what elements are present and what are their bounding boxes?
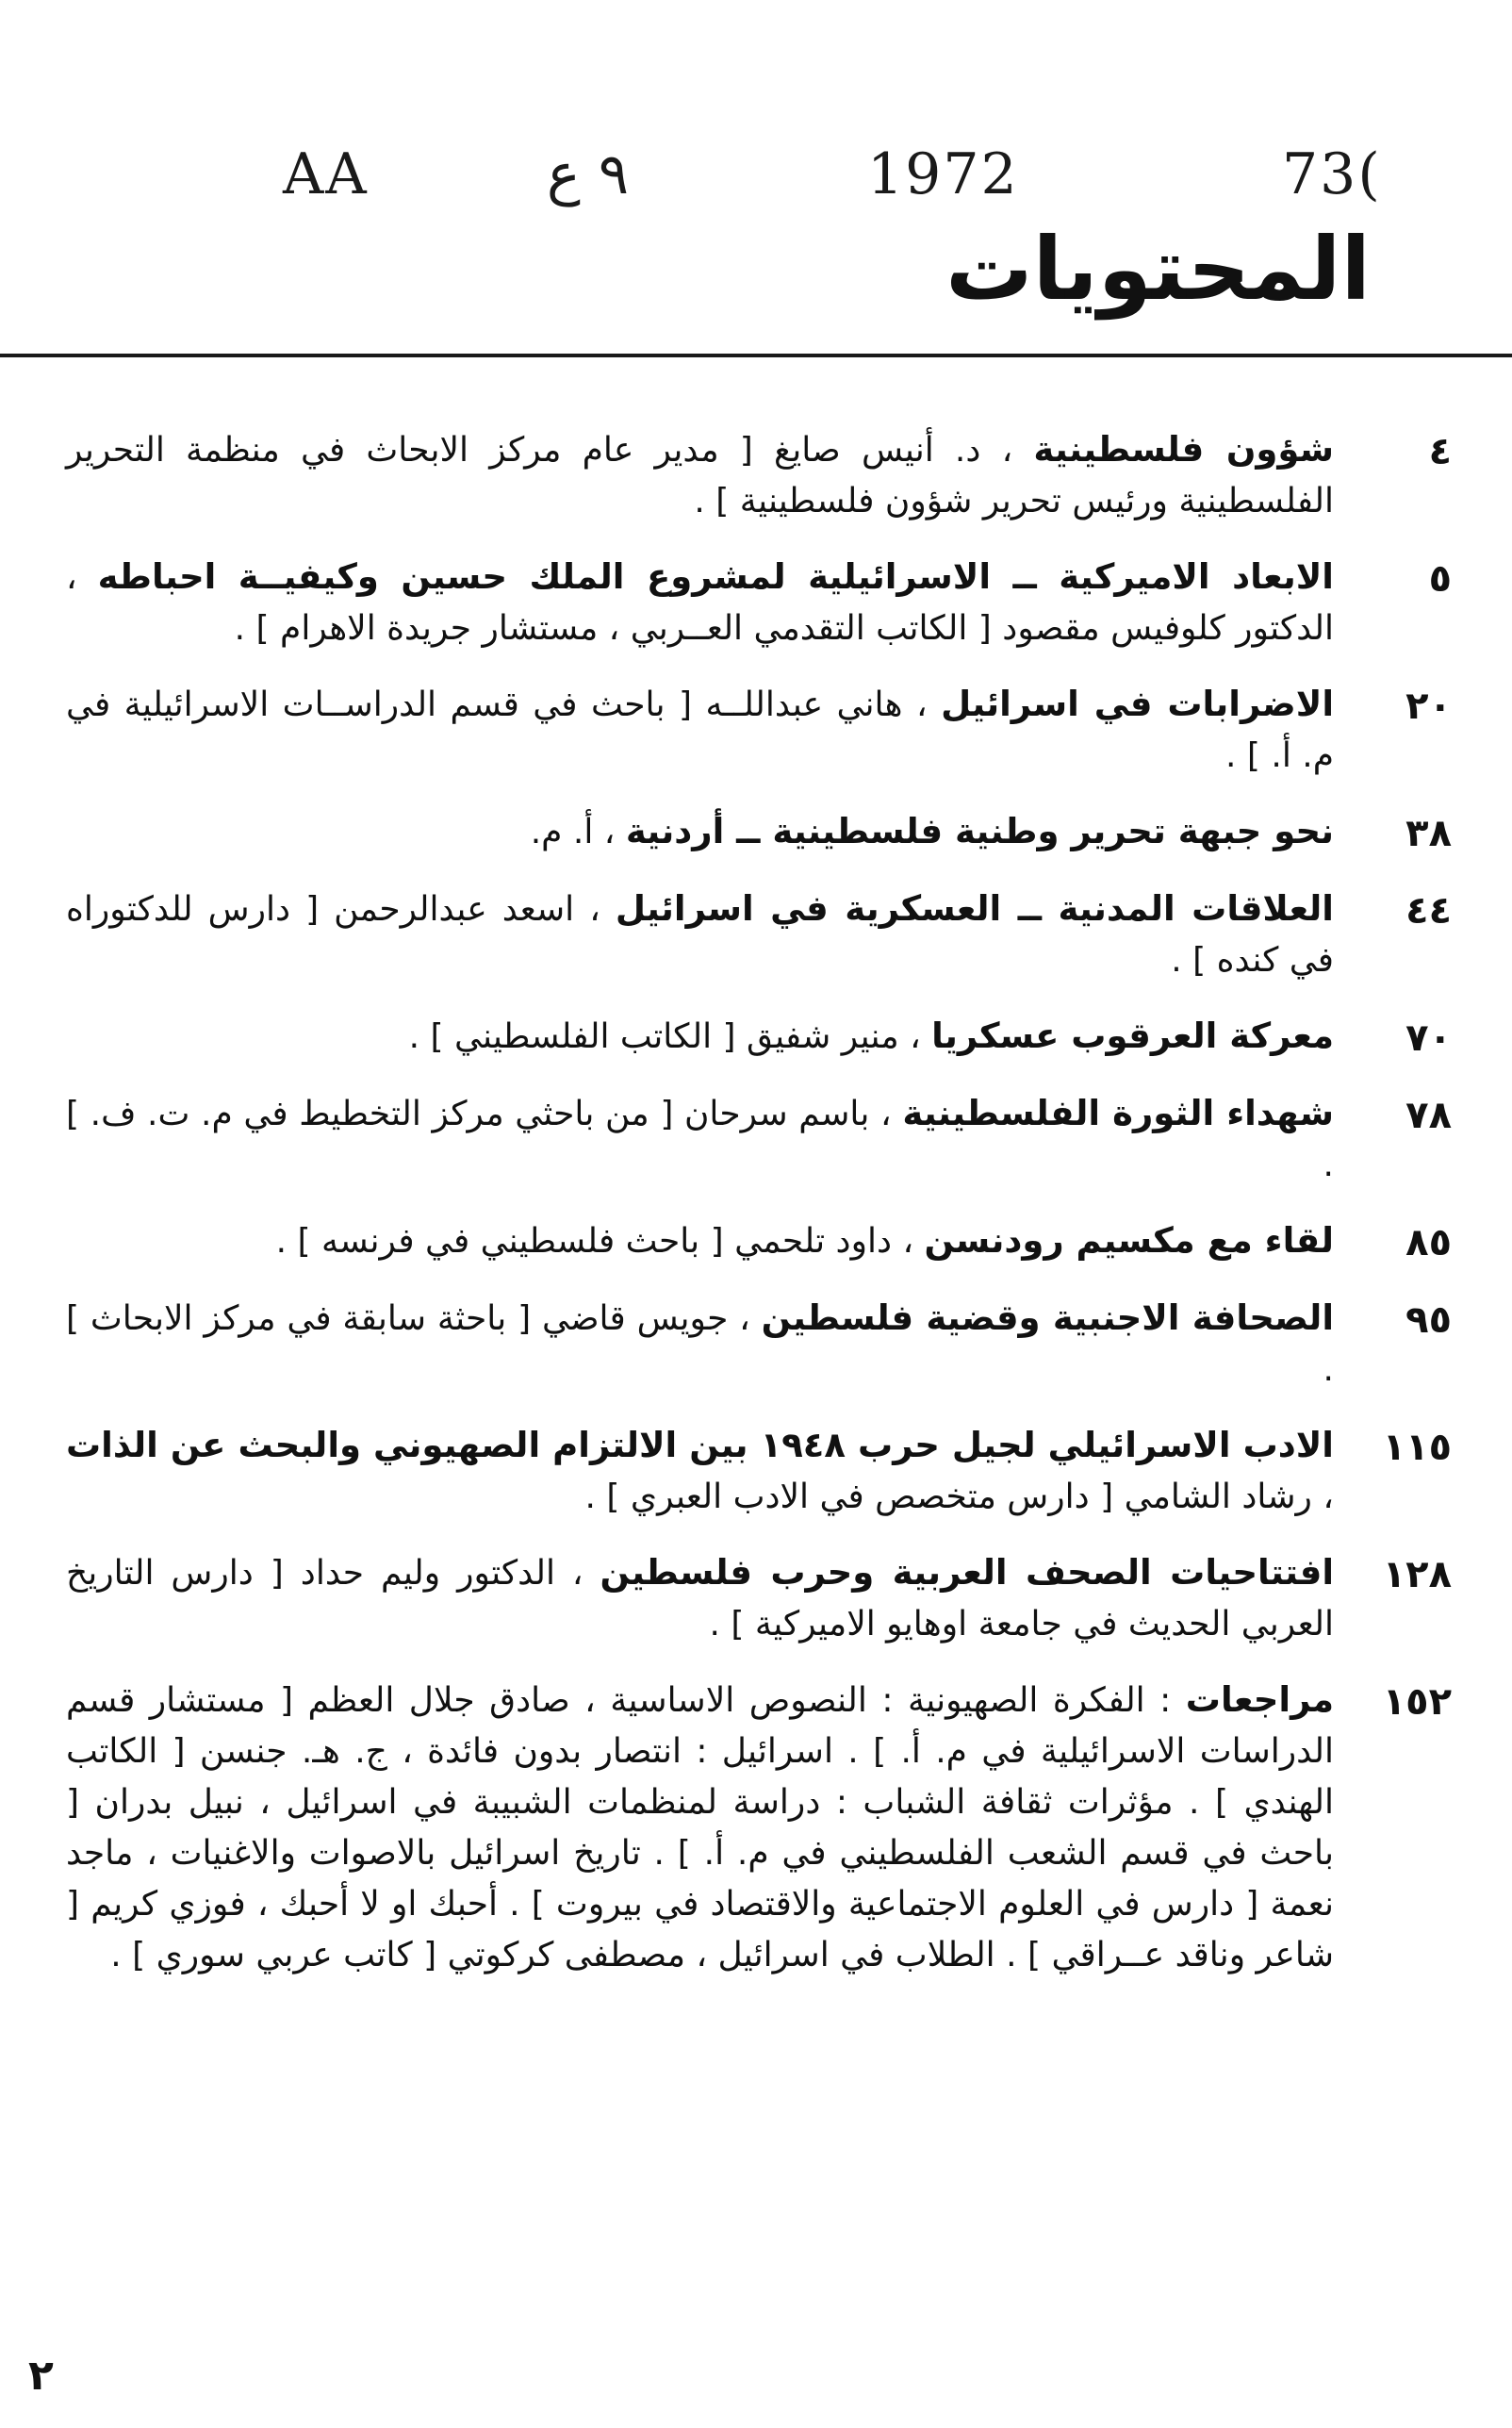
toc-article-title: معركة العرقوب عسكريا — [931, 1016, 1334, 1056]
toc-entry — [66, 552, 1452, 654]
toc-article-title: الصحافة الاجنبية وقضية فلسطين — [761, 1297, 1335, 1338]
toc-article-author: ، منير شفيق [ الكاتب الفلسطيني ] . — [408, 1017, 921, 1056]
toc-page-number: ١١٥ — [1382, 1426, 1452, 1469]
toc-page-number: ٥ — [1428, 557, 1452, 601]
toc-article-title: شؤون فلسطينية — [1033, 429, 1334, 470]
toc-entry — [66, 1547, 1452, 1650]
toc-page-number: ٨٥ — [1405, 1221, 1452, 1264]
toc-page-number: ١٥٢ — [1382, 1680, 1452, 1724]
toc-entry-text — [66, 884, 1334, 986]
toc-article-title: الادب الاسرائيلي لجيل حرب ١٩٤٨ بين الالتزام الصهيوني والبحث عن الذات — [66, 1425, 1334, 1465]
toc-entry — [66, 1675, 1452, 1981]
toc-article-author: ، أ. م. — [530, 813, 616, 851]
toc-entry-text — [66, 1675, 1334, 1981]
toc-page-number: ١٢٨ — [1382, 1553, 1452, 1596]
toc-article-author: ، داود تلحمي [ باحث فلسطيني في فرنسه ] . — [275, 1222, 914, 1261]
toc-article-author: ، جويس قاضي [ باحثة سابقة في مركز الابحاث ] . — [66, 1299, 1334, 1389]
toc-entry-text — [66, 806, 1334, 858]
toc-article-title: الاضرابات في اسرائيل — [941, 684, 1334, 724]
toc-entry-text — [66, 552, 1334, 654]
handwritten-issue: 73( — [1282, 141, 1382, 207]
handwritten-year: 1972 — [867, 141, 1019, 207]
handwritten-date: ٩ ع — [547, 141, 630, 207]
toc-page-number: ٢٠ — [1405, 685, 1452, 728]
handwritten-annotation — [283, 141, 1395, 217]
toc-entry — [66, 424, 1452, 527]
toc-entry — [66, 1420, 1452, 1523]
toc-entry — [66, 1088, 1452, 1191]
toc-article-author: ، باسم سرحان [ من باحثي مركز التخطيط في م. ت. ف. ] . — [66, 1095, 1334, 1184]
toc-article-title: شهداء الثورة الفلسطينية — [902, 1093, 1334, 1133]
toc-article-title: نحو جبهة تحرير وطنية فلسطينية ــ أردنية — [625, 811, 1334, 851]
toc-entry-text — [66, 1011, 1334, 1063]
toc-article-title: مراجعات — [1185, 1679, 1334, 1720]
toc-entry — [66, 1215, 1452, 1268]
toc-article-author: ، رشاد الشامي [ دارس متخصص في الادب العبري ] . — [584, 1478, 1334, 1516]
toc-article-author: ، الدكتور كلوفيس مقصود [ الكاتب التقدمي العــربي ، مستشار جريدة الاهرام ] . — [66, 558, 1334, 648]
page-number: ٢ — [28, 2352, 54, 2400]
toc-article-author: ، هاني عبداللــه [ باحث في قسم الدراســات الاسرائيلية في م. أ. ] . — [66, 685, 1334, 775]
title-divider — [0, 354, 1512, 357]
toc-entry — [66, 679, 1452, 782]
toc-article-author: ، اسعد عبدالرحمن [ دارس للدكتوراه في كنده ] . — [66, 890, 1334, 980]
page-title: المحتويات — [945, 219, 1371, 320]
toc-article-title: لقاء مع مكسيم رودنسن — [924, 1220, 1334, 1261]
toc-entry — [66, 806, 1452, 859]
toc-page-number: ٩٥ — [1405, 1298, 1452, 1342]
toc-article-title: افتتاحيات الصحف العربية وحرب فلسطين — [600, 1552, 1335, 1593]
table-of-contents — [66, 424, 1452, 2006]
toc-entry — [66, 1293, 1452, 1396]
toc-article-author: ، الدكتور وليم حداد [ دارس التاريخ العربي الحديث في جامعة اوهايو الاميركية ] . — [66, 1554, 1334, 1643]
toc-page-number: ٧٨ — [1405, 1094, 1452, 1137]
toc-entry-text — [66, 679, 1334, 782]
toc-article-author: ، د. أنيس صايغ [ مدير عام مركز الابحاث في منظمة التحرير الفلسطينية ورئيس تحرير شؤون فلسطينية ] . — [66, 431, 1334, 520]
toc-entry-text — [66, 1420, 1334, 1523]
toc-page-number: ٤ — [1428, 430, 1452, 473]
handwritten-code: AA — [283, 141, 369, 207]
toc-entry-text — [66, 1088, 1334, 1191]
toc-entry-text — [66, 1293, 1334, 1396]
toc-entry-text — [66, 424, 1334, 527]
toc-entry-text — [66, 1215, 1334, 1267]
toc-entry — [66, 1011, 1452, 1064]
toc-article-author: : الفكرة الصهيونية : النصوص الاساسية ، صادق جلال العظم [ مستشار قسم الدراسات الاسرائيلية في م. أ. ] . اسرائيل : انتصار بدون فائدة ، ج. هـ. جنسن [ الكاتب الهندي ] . مؤثرات ثقافة الشباب : دراسة لمنظمات الشبيبة في اسرائيل ، نبيل بدران [ باحث في قسم الشعب الفلسطيني في م. أ. ] . تاريخ اسرائيل بالاصوات والاغنيات ، ماجد نعمة [ دارس في العلوم الاجتماعية والاقتصاد في بيروت ] . أحبك او لا أحبك ، فوزي كريم [ شاعر وناقد عــراقي ] . الطلاب في اسرائيل ، مصطفى كركوتي [ كاتب عربي سوري ] . — [66, 1681, 1334, 1974]
toc-article-title: العلاقات المدنية ــ العسكرية في اسرائيل — [615, 888, 1334, 929]
toc-page-number: ٣٨ — [1405, 812, 1452, 855]
toc-entry — [66, 884, 1452, 986]
toc-entry-text — [66, 1547, 1334, 1650]
toc-page-number: ٤٤ — [1405, 889, 1452, 933]
toc-page-number: ٧٠ — [1405, 1016, 1452, 1060]
toc-article-title: الابعاد الاميركية ــ الاسرائيلية لمشروع الملك حسين وكيفيــة احباطه — [97, 556, 1334, 597]
